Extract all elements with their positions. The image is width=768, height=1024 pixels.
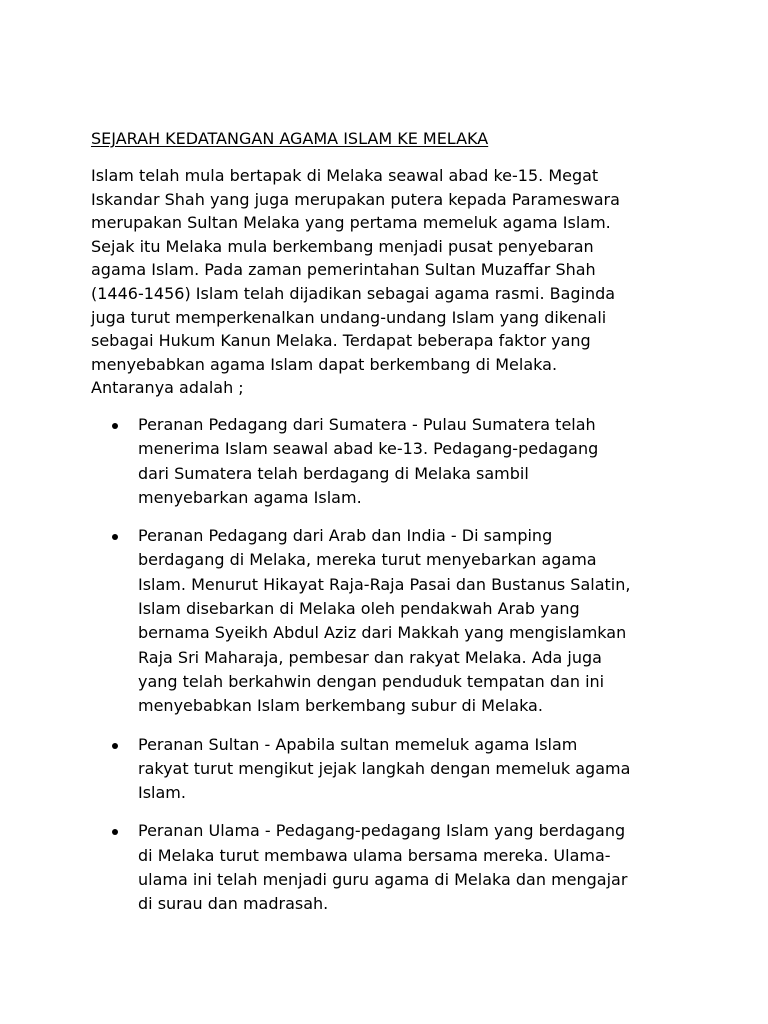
intro-paragraph: [91, 164, 691, 400]
list-item-line: di Melaka turut membawa ulama bersama mereka. Ulama-: [138, 845, 611, 865]
list-item-line: yang telah berkahwin dengan penduduk tempatan dan ini: [138, 671, 605, 691]
intro-line: agama Islam. Pada zaman pemerintahan Sultan Muzaffar Shah: [91, 260, 596, 280]
intro-line: Sejak itu Melaka mula berkembang menjadi pusat penyebaran: [91, 236, 594, 256]
bullet-icon: [112, 829, 118, 835]
list-item-line: rakyat turut mengikut jejak langkah dengan memeluk agama: [138, 758, 631, 778]
list-item-line: menerima Islam seawal abad ke-13. Pedagang-pedagang: [138, 439, 599, 459]
list-item: [91, 733, 691, 806]
intro-line: (1446-1456) Islam telah dijadikan sebagai agama rasmi. Baginda: [91, 283, 616, 303]
factor-list: [91, 413, 691, 917]
bullet-icon: [112, 423, 118, 429]
list-item-line: bernama Syeikh Abdul Aziz dari Makkah yang mengislamkan: [138, 623, 627, 643]
list-item-line: Raja Sri Maharaja, pembesar dan rakyat Melaka. Ada juga: [138, 647, 602, 667]
intro-line: menyebabkan agama Islam dapat berkembang di Melaka.: [91, 354, 558, 374]
list-item-line: berdagang di Melaka, mereka turut menyebarkan agama: [138, 550, 597, 570]
list-item-line: Islam disebarkan di Melaka oleh pendakwah Arab yang: [138, 599, 580, 619]
list-item-line: Peranan Pedagang dari Sumatera - Pulau Sumatera telah: [138, 414, 596, 434]
bullet-icon: [112, 534, 118, 540]
list-item-line: menyebarkan agama Islam.: [138, 487, 362, 507]
list-item-line: Peranan Ulama - Pedagang-pedagang Islam yang berdagang: [138, 821, 626, 841]
list-item-line: Peranan Pedagang dari Arab dan India - Di samping: [138, 526, 553, 546]
list-item-line: Peranan Sultan - Apabila sultan memeluk agama Islam: [138, 734, 578, 754]
list-item: [91, 524, 691, 718]
intro-line: Antaranya adalah ;: [91, 378, 244, 398]
intro-line: Iskandar Shah yang juga merupakan putera kepada Parameswara: [91, 189, 620, 209]
list-item-line: di surau dan madrasah.: [138, 894, 329, 914]
list-item-line: ulama ini telah menjadi guru agama di Melaka dan mengajar: [138, 869, 628, 889]
intro-line: Islam telah mula bertapak di Melaka seawal abad ke-15. Megat: [91, 166, 599, 185]
document-page: [91, 128, 691, 931]
intro-line: juga turut memperkenalkan undang-undang Islam yang dikenali: [91, 307, 607, 327]
list-item-line: dari Sumatera telah berdagang di Melaka sambil: [138, 463, 529, 483]
list-item-line: menyebabkan Islam berkembang subur di Melaka.: [138, 696, 543, 716]
intro-line: sebagai Hukum Kanun Melaka. Terdapat beberapa faktor yang: [91, 331, 591, 351]
list-item: [91, 413, 691, 510]
list-item: [91, 819, 691, 916]
list-item-line: Islam.: [138, 783, 186, 803]
bullet-icon: [112, 743, 118, 749]
intro-line: merupakan Sultan Melaka yang pertama memeluk agama Islam.: [91, 213, 611, 233]
list-item-line: Islam. Menurut Hikayat Raja-Raja Pasai dan Bustanus Salatin,: [138, 574, 631, 594]
document-title: SEJARAH KEDATANGAN AGAMA ISLAM KE MELAKA: [91, 129, 489, 148]
